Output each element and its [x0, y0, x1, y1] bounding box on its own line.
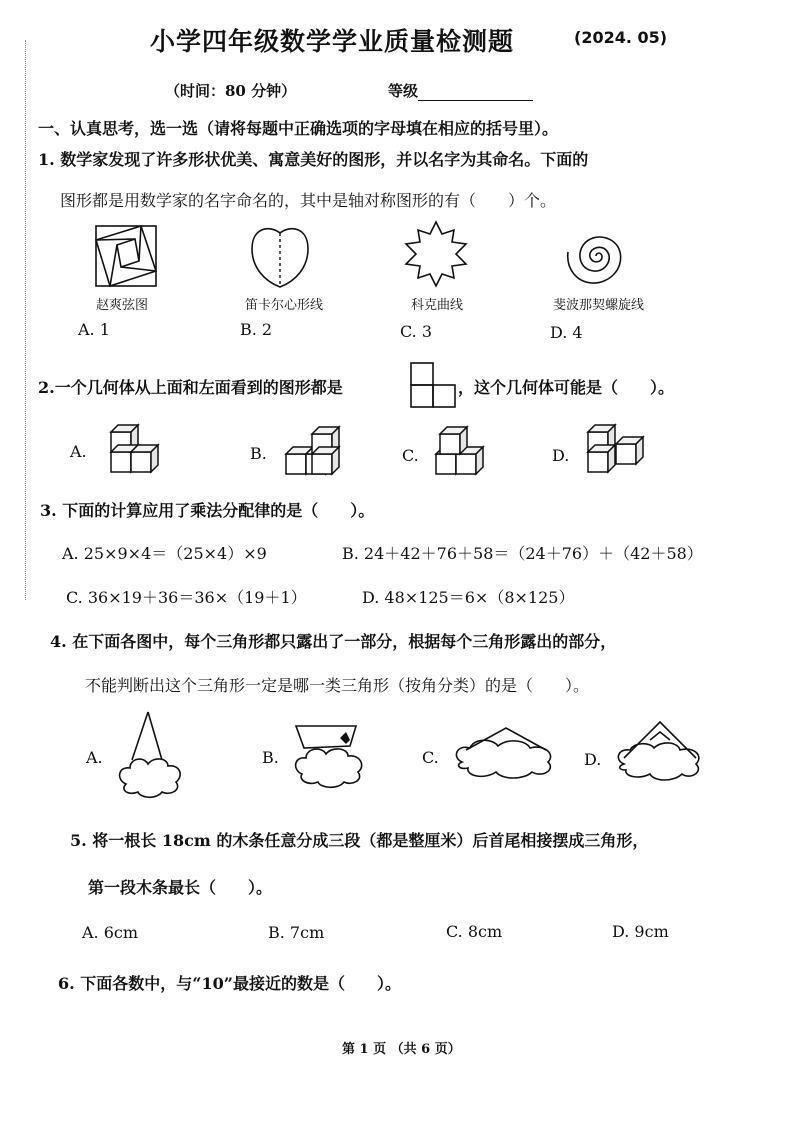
q1-option-b[interactable]: B. 2	[240, 320, 273, 339]
q4-figure-d-cloud-triangle-icon	[616, 718, 708, 784]
q3-option-b[interactable]: B. 24＋42＋76＋58＝（24＋76）＋（42＋58）	[342, 544, 703, 563]
q3-text: 3. 下面的计算应用了乘法分配律的是（ ）。	[40, 501, 375, 520]
exam-date: (2024. 05)	[574, 28, 668, 47]
page-footer: 第 1 页 （共 6 页）	[342, 1042, 461, 1057]
grade-label: 等级	[388, 82, 419, 100]
zhao-shuang-diagram-icon	[95, 225, 157, 287]
q1-caption-3: 科克曲线	[411, 298, 464, 313]
q2-figure-d-cube-stack-icon	[586, 424, 648, 476]
q5-option-c[interactable]: C. 8cm	[446, 922, 503, 941]
q1-option-a[interactable]: A. 1	[78, 320, 110, 339]
unit-cube	[588, 445, 615, 472]
q3-option-c[interactable]: C. 36×19＋36＝36×（19＋1）	[66, 588, 307, 607]
q2-figure-b-cube-stack-icon	[284, 420, 346, 478]
q1-option-c[interactable]: C. 3	[400, 322, 433, 341]
q5-option-d[interactable]: D. 9cm	[612, 922, 669, 941]
q4-figure-a-cloud-triangle-icon	[118, 710, 198, 800]
q4-option-c[interactable]: C.	[422, 748, 439, 767]
unit-cube	[616, 437, 643, 464]
binding-margin-line	[25, 40, 26, 600]
q4-figure-b-cloud-triangle-icon	[290, 722, 380, 800]
q4-option-b[interactable]: B.	[262, 748, 279, 767]
q5-line2: 第一段木条最长（ ）。	[88, 878, 273, 897]
q1-line2: 图形都是用数学家的名字命名的，其中是轴对称图形的有（ ）个。	[60, 191, 557, 210]
grade-blank[interactable]	[418, 86, 533, 101]
grade-field	[388, 80, 533, 101]
q3-option-a[interactable]: A. 25×9×4＝（25×4）×9	[62, 544, 267, 563]
q3-option-d[interactable]: D. 48×125＝6×（8×125）	[362, 588, 575, 607]
q2-option-b[interactable]: B.	[250, 444, 267, 463]
q5-option-b[interactable]: B. 7cm	[268, 923, 325, 942]
q2-option-a[interactable]: A.	[70, 442, 87, 461]
q4-line2: 不能判断出这个三角形一定是哪一类三角形（按角分类）的是（ ）。	[85, 676, 590, 695]
q2-figure-c-cube-stack-icon	[434, 420, 496, 478]
q1-caption-1: 赵爽弦图	[96, 298, 149, 313]
unit-cube	[312, 447, 339, 474]
q2-text-before: 2.一个几何体从上面和左面看到的图形都是	[38, 378, 343, 397]
unit-cube	[440, 427, 467, 454]
time-limit: （时间：80 分钟）	[165, 82, 297, 100]
q1-line1: 1. 数学家发现了许多形状优美、寓意美好的图形，并以名字为其命名。下面的	[38, 150, 589, 169]
q2-option-d[interactable]: D.	[552, 446, 570, 465]
section-heading: 一、认真思考，选一选（请将每题中正确选项的字母填在相应的括号里）。	[38, 119, 559, 138]
fibonacci-spiral-icon	[560, 222, 632, 288]
koch-snowflake-icon	[400, 220, 472, 288]
q1-caption-2: 笛卡尔心形线	[245, 298, 324, 313]
q4-option-d[interactable]: D.	[584, 750, 602, 769]
cardioid-icon	[250, 225, 310, 289]
q4-figure-c-cloud-triangle-icon	[452, 722, 562, 782]
q6-text: 6. 下面各数中，与“10”最接近的数是（ ）。	[58, 974, 401, 993]
q5-option-a[interactable]: A. 6cm	[82, 923, 139, 942]
unit-cube	[131, 445, 158, 472]
q4-option-a[interactable]: A.	[86, 748, 103, 767]
q1-option-d[interactable]: D. 4	[550, 323, 583, 342]
q4-line1: 4. 在下面各图中，每个三角形都只露出了一部分，根据每个三角形露出的部分，	[50, 632, 617, 651]
exam-title: 小学四年级数学学业质量检测题	[150, 27, 515, 56]
q2-option-c[interactable]: C.	[402, 446, 419, 465]
q5-line1: 5. 将一根长 18cm 的木条任意分成三段（都是整厘米）后首尾相接摆成三角形，	[70, 831, 649, 850]
q2-text-after: ，这个几何体可能是（ ）。	[458, 378, 675, 397]
q1-caption-4: 斐波那契螺旋线	[553, 298, 645, 313]
l-shape-view-icon	[410, 362, 456, 408]
q2-figure-a-cube-stack-icon	[104, 418, 164, 476]
